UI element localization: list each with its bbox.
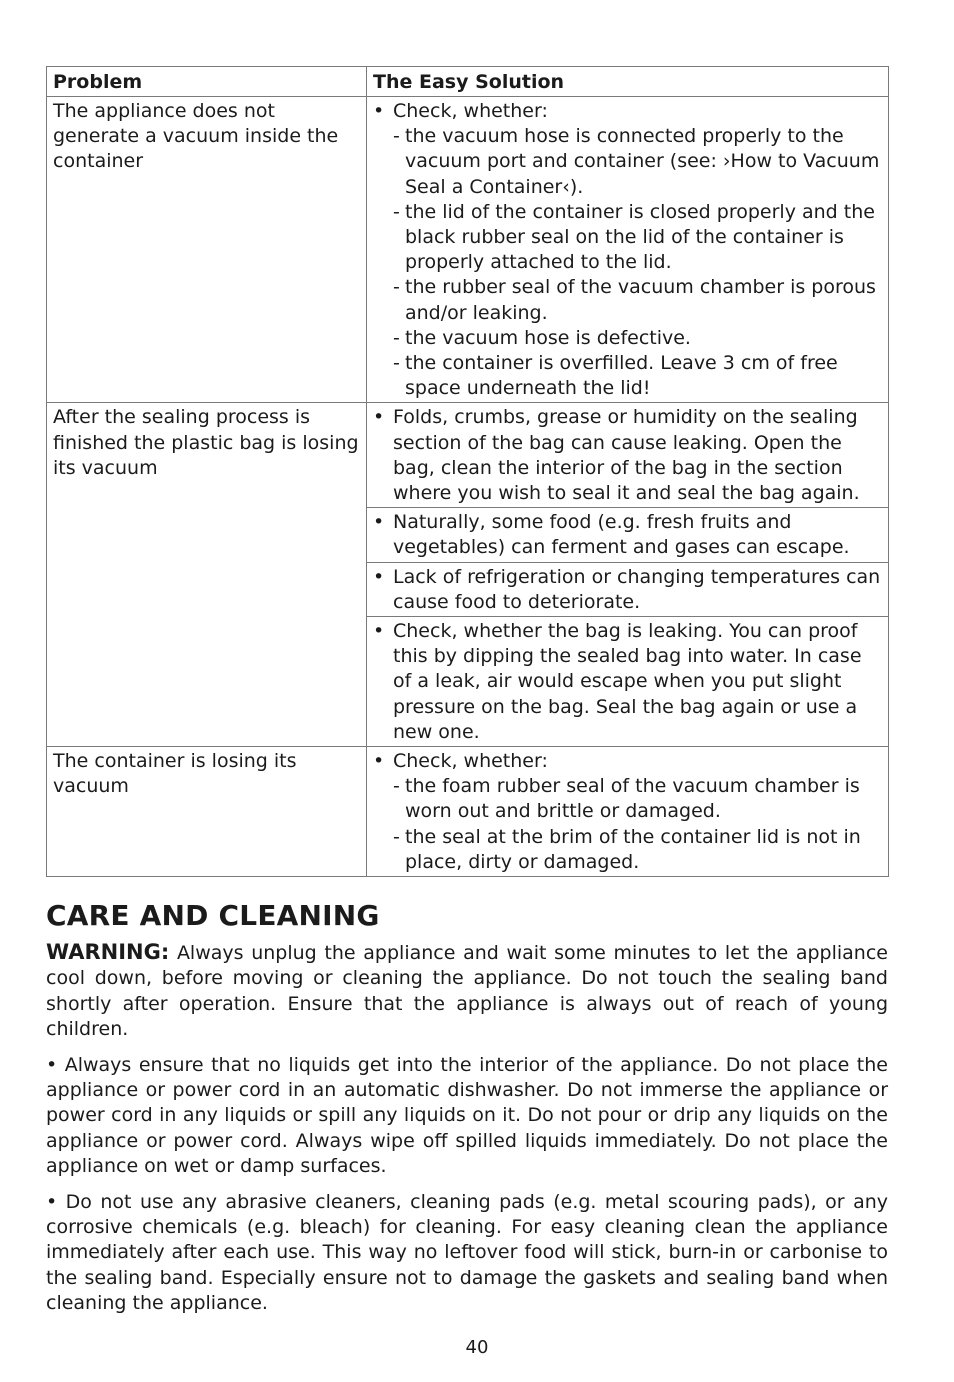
section-title: CARE AND CLEANING [46, 899, 380, 933]
manual-page [46, 66, 888, 1327]
bullet-icon: • [373, 100, 385, 122]
header-problem: Problem [47, 67, 367, 97]
table-row [47, 403, 889, 508]
care-bullet: • Always ensure that no liquids get into the interior of the appliance. Do not place the appliance or power cord in an automatic dishwasher. Do not immerse the appliance or power cord in any liquids or spill any liquids on it. Do not pour or drip any liquids on the appliance or power cord. Always wipe off spilled liquids immediately. Do not place the appliance on wet or damp surfaces. [46, 1053, 888, 1177]
warning-text: Always unplug the appliance and wait some minutes to let the appliance cool down, before moving or cleaning the appliance. Do not touch the sealing band shortly after operation. Ensure that the appliance is always out of reach of young children. [46, 942, 888, 1040]
solution-bullet: • Naturally, some food (e.g. fresh fruits and vegetables) can ferment and gases can escape. [373, 510, 882, 560]
bullet-icon: • [373, 406, 385, 429]
problem-cell: After the sealing process is finished the plastic bag is losing its vacuum [47, 403, 367, 747]
warning-paragraph [46, 940, 888, 1042]
problem-cell: The appliance does not generate a vacuum inside the container [47, 97, 367, 403]
problem-cell: The container is losing its vacuum [47, 747, 367, 877]
page-number: 40 [465, 1337, 489, 1358]
solution-cell [367, 617, 889, 747]
table-row [47, 747, 889, 877]
solution-cell [367, 508, 889, 562]
solution-subitem: - the vacuum hose is connected properly to the vacuum port and container (see: ›How to Vacuum Seal a Container‹). [393, 125, 880, 198]
care-bullet: • Do not use any abrasive cleaners, cleaning pads (e.g. metal scouring pads), or any corrosive chemicals (e.g. bleach) for cleaning. For easy cleaning clean the appliance immediately after each use. This way no leftover food will stick, burn-in or carbonise to the sealing band. Especially ensure not to damage the gaskets and sealing band when cleaning the appliance. [46, 1190, 888, 1314]
solution-bullet: • Check, whether: [373, 99, 882, 124]
bullet-icon: • [373, 511, 385, 534]
solution-subitem: - the rubber seal of the vacuum chamber is porous and/or leaking. [393, 276, 876, 324]
table-header-row [47, 67, 889, 97]
warning-label: WARNING: [46, 940, 170, 965]
bullet-icon: • [373, 620, 385, 643]
solution-cell [367, 747, 889, 877]
solution-subitem: - the seal at the brim of the container lid is not in place, dirty or damaged. [393, 825, 861, 873]
table-row [47, 97, 889, 403]
solution-cell [367, 562, 889, 616]
solution-subitem: - the vacuum hose is defective. [393, 326, 691, 349]
solution-bullet: • Check, whether: [373, 749, 882, 774]
bullet-icon: • [373, 750, 385, 773]
header-solution: The Easy Solution [367, 67, 889, 97]
solution-cell [367, 403, 889, 508]
solution-subitem: - the container is overfilled. Leave 3 cm of free space underneath the lid! [393, 352, 838, 400]
troubleshooting-table [46, 66, 889, 877]
solution-bullet: • Folds, crumbs, grease or humidity on the sealing section of the bag can cause leaking. Open the bag, clean the interior of the bag in the section where you wish to seal it and seal the bag again. [373, 405, 882, 506]
bullet-icon: • [46, 1190, 66, 1213]
solution-bullet: • Check, whether the bag is leaking. You can proof this by dipping the sealed bag into water. In case of a leak, air would escape when you put slight pressure on the bag. Seal the bag again or use a new one. [373, 619, 882, 745]
solution-subitem: - the foam rubber seal of the vacuum chamber is worn out and brittle or damaged. [393, 775, 860, 823]
solution-bullet: • Lack of refrigeration or changing temperatures can cause food to deteriorate. [373, 565, 882, 615]
bullet-icon: • [373, 565, 385, 588]
solution-cell [367, 97, 889, 403]
bullet-icon: • [46, 1053, 65, 1076]
solution-subitem: - the lid of the container is closed properly and the black rubber seal on the lid of the container is properly attached to the lid. [393, 200, 875, 274]
